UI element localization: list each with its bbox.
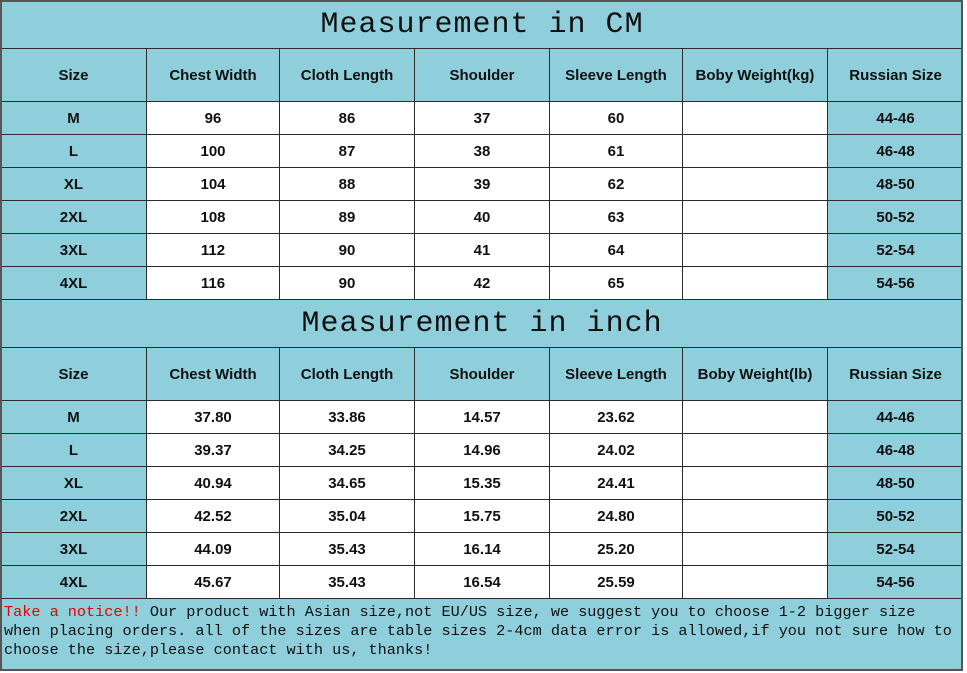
- table-row: [1, 467, 964, 500]
- cell-cloth-length: 86: [280, 102, 415, 135]
- cell-cloth-length: 35.04: [280, 500, 415, 533]
- cell-cloth-length: 34.25: [280, 434, 415, 467]
- cell-shoulder: 38: [415, 135, 550, 168]
- cell-chest-width: 39.37: [147, 434, 280, 467]
- cell-cloth-length: 90: [280, 234, 415, 267]
- cell-cloth-length: 88: [280, 168, 415, 201]
- column-header-russian-size: Russian Size: [828, 348, 964, 401]
- cell-shoulder: 37: [415, 102, 550, 135]
- cell-body-weight: [683, 434, 828, 467]
- cell-shoulder: 41: [415, 234, 550, 267]
- cell-shoulder: 39: [415, 168, 550, 201]
- cell-body-weight: [683, 168, 828, 201]
- cell-sleeve-length: 65: [550, 267, 683, 300]
- cell-sleeve-length: 63: [550, 201, 683, 234]
- cell-sleeve-length: 24.41: [550, 467, 683, 500]
- table-row: [1, 533, 964, 566]
- cell-sleeve-length: 64: [550, 234, 683, 267]
- column-header-chest-width: Chest Width: [147, 348, 280, 401]
- cell-russian-size: 44-46: [828, 401, 964, 434]
- column-header-body-weight: Boby Weight(lb): [683, 348, 828, 401]
- column-header-body-weight: Boby Weight(kg): [683, 49, 828, 102]
- cell-shoulder: 40: [415, 201, 550, 234]
- cell-size: L: [1, 434, 147, 467]
- cell-body-weight: [683, 566, 828, 599]
- cell-size: M: [1, 102, 147, 135]
- cell-size: 3XL: [1, 234, 147, 267]
- cell-size: 4XL: [1, 267, 147, 300]
- table-row: [1, 234, 964, 267]
- cell-shoulder: 16.14: [415, 533, 550, 566]
- cell-sleeve-length: 24.80: [550, 500, 683, 533]
- column-header-sleeve-length: Sleeve Length: [550, 348, 683, 401]
- cell-russian-size: 54-56: [828, 566, 964, 599]
- cell-body-weight: [683, 267, 828, 300]
- cell-cloth-length: 34.65: [280, 467, 415, 500]
- column-header-size: Size: [1, 49, 147, 102]
- cell-size: 3XL: [1, 533, 147, 566]
- cell-chest-width: 108: [147, 201, 280, 234]
- cell-body-weight: [683, 533, 828, 566]
- column-header-cloth-length: Cloth Length: [280, 348, 415, 401]
- cell-russian-size: 48-50: [828, 168, 964, 201]
- table-row: [1, 267, 964, 300]
- table-row: [1, 401, 964, 434]
- cell-cloth-length: 35.43: [280, 533, 415, 566]
- cell-size: M: [1, 401, 147, 434]
- cell-cloth-length: 33.86: [280, 401, 415, 434]
- cell-sleeve-length: 62: [550, 168, 683, 201]
- column-header-russian-size: Russian Size: [828, 49, 964, 102]
- cell-size: XL: [1, 467, 147, 500]
- cell-chest-width: 112: [147, 234, 280, 267]
- cell-size: XL: [1, 168, 147, 201]
- inch-title-row: [1, 300, 964, 348]
- cell-chest-width: 116: [147, 267, 280, 300]
- cell-russian-size: 46-48: [828, 135, 964, 168]
- cell-sleeve-length: 24.02: [550, 434, 683, 467]
- cell-cloth-length: 35.43: [280, 566, 415, 599]
- cell-chest-width: 96: [147, 102, 280, 135]
- cell-sleeve-length: 25.20: [550, 533, 683, 566]
- table-row: [1, 102, 964, 135]
- size-notice: [4, 603, 959, 660]
- column-header-cloth-length: Cloth Length: [280, 49, 415, 102]
- notice-highlight: Take a notice!!: [4, 603, 141, 621]
- cell-size: L: [1, 135, 147, 168]
- cell-shoulder: 15.75: [415, 500, 550, 533]
- column-header-chest-width: Chest Width: [147, 49, 280, 102]
- inch-header-row: [1, 348, 964, 401]
- cell-sleeve-length: 60: [550, 102, 683, 135]
- cell-body-weight: [683, 135, 828, 168]
- cell-russian-size: 48-50: [828, 467, 964, 500]
- table-row: [1, 566, 964, 599]
- cell-shoulder: 14.96: [415, 434, 550, 467]
- column-header-sleeve-length: Sleeve Length: [550, 49, 683, 102]
- cm-section-title: Measurement in CM: [1, 1, 964, 49]
- cell-sleeve-length: 25.59: [550, 566, 683, 599]
- cell-russian-size: 50-52: [828, 500, 964, 533]
- cell-russian-size: 54-56: [828, 267, 964, 300]
- column-header-size: Size: [1, 348, 147, 401]
- cell-size: 2XL: [1, 500, 147, 533]
- cell-shoulder: 42: [415, 267, 550, 300]
- column-header-shoulder: Shoulder: [415, 348, 550, 401]
- column-header-shoulder: Shoulder: [415, 49, 550, 102]
- cell-body-weight: [683, 467, 828, 500]
- cell-body-weight: [683, 234, 828, 267]
- cell-chest-width: 40.94: [147, 467, 280, 500]
- cell-cloth-length: 87: [280, 135, 415, 168]
- cell-shoulder: 16.54: [415, 566, 550, 599]
- cell-body-weight: [683, 201, 828, 234]
- cell-sleeve-length: 61: [550, 135, 683, 168]
- cell-cloth-length: 90: [280, 267, 415, 300]
- table-row: [1, 135, 964, 168]
- table-row: [1, 201, 964, 234]
- cell-russian-size: 50-52: [828, 201, 964, 234]
- cell-chest-width: 100: [147, 135, 280, 168]
- cell-russian-size: 46-48: [828, 434, 964, 467]
- cell-body-weight: [683, 401, 828, 434]
- cell-chest-width: 44.09: [147, 533, 280, 566]
- cm-title-row: [1, 1, 964, 49]
- cell-russian-size: 44-46: [828, 102, 964, 135]
- cell-shoulder: 15.35: [415, 467, 550, 500]
- cell-size: 2XL: [1, 201, 147, 234]
- cm-header-row: [1, 49, 964, 102]
- cell-body-weight: [683, 500, 828, 533]
- table-row: [1, 168, 964, 201]
- cell-body-weight: [683, 102, 828, 135]
- notice-text: Our product with Asian size,not EU/US size, we suggest you to choose 1-2 bigger size when placing orders. all of the sizes are table sizes 2-4cm data error is allowed,if you not sure how to choose the size,please contact with us, thanks!: [4, 603, 952, 659]
- cell-shoulder: 14.57: [415, 401, 550, 434]
- cell-size: 4XL: [1, 566, 147, 599]
- table-row: [1, 434, 964, 467]
- inch-section-title: Measurement in inch: [1, 300, 964, 348]
- cell-chest-width: 42.52: [147, 500, 280, 533]
- cell-chest-width: 45.67: [147, 566, 280, 599]
- cell-sleeve-length: 23.62: [550, 401, 683, 434]
- table-row: [1, 500, 964, 533]
- cell-russian-size: 52-54: [828, 533, 964, 566]
- cell-chest-width: 104: [147, 168, 280, 201]
- cell-cloth-length: 89: [280, 201, 415, 234]
- cell-russian-size: 52-54: [828, 234, 964, 267]
- cell-chest-width: 37.80: [147, 401, 280, 434]
